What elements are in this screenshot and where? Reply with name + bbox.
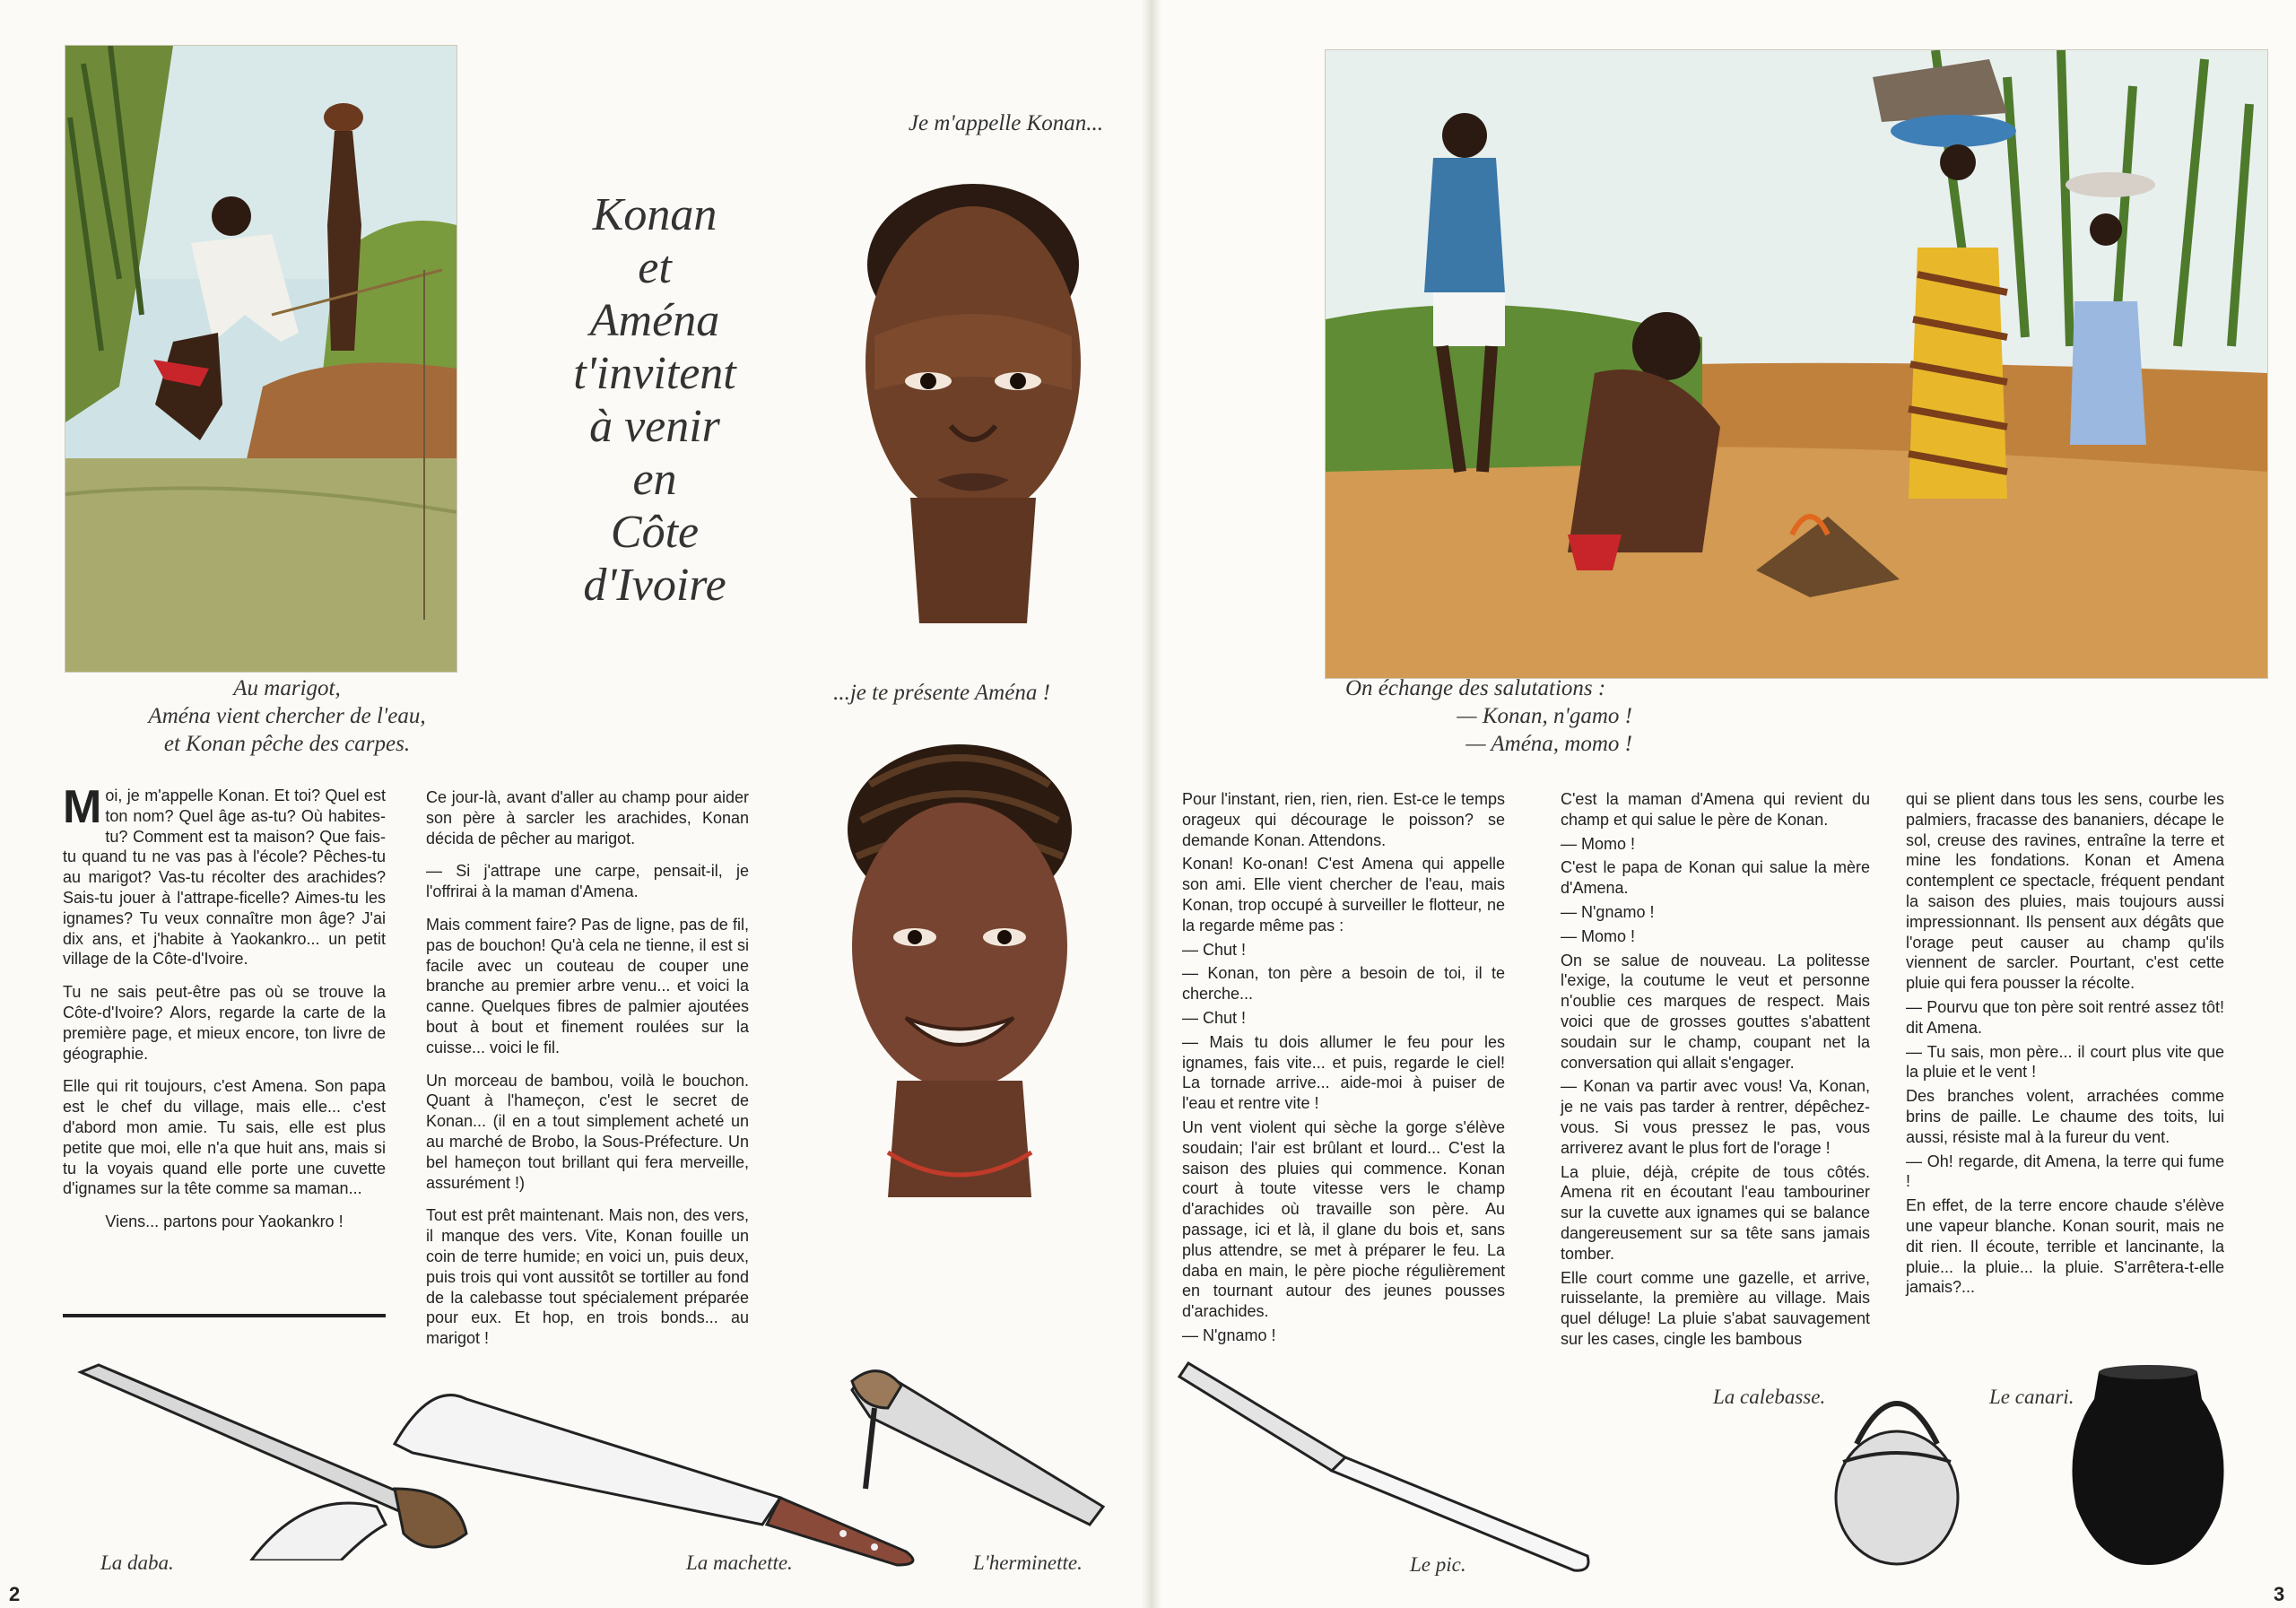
- paragraph: — Chut !: [1182, 1008, 1247, 1027]
- paragraph: Tu ne sais peut-être pas où se trouve la Côte-d'Ivoire? Alors, regarde la carte de la première page, et mieux encore, ton livre de géographie.: [63, 983, 386, 1063]
- title-line: Konan: [592, 189, 718, 240]
- paragraph: — Mais tu dois allumer le feu pour les ignames, fais vite... et puis, regarde le ciel! La tornade arrive... aide-moi à puiser de l'eau et rentre vite !: [1182, 1032, 1505, 1113]
- caption-marigot: [117, 674, 457, 758]
- label-daba: La daba.: [100, 1552, 174, 1574]
- illustration-marigot: [65, 45, 457, 673]
- caption-greeting: [1345, 674, 1632, 758]
- paragraph: C'est le papa de Konan qui salue la mère d'Amena.: [1561, 858, 1870, 898]
- paragraph: qui se plient dans tous les sens, courbe les palmiers, fracasse des bananiers, décape le sol, creuse des ravines, entraîne la terre et mine les fondations. Konan et Amena contemplent ce spectacle, fréquent pendant la saison des pluies, mais toujours aussi impressionnant. Ils pensent aux dégâts que l'orage peut causer au champ qu'ils viennent de sarcler. Pourtant, c'est cette pluie qui fera pousser la récolte.: [1906, 790, 2224, 993]
- label-canari: Le canari.: [1989, 1386, 2074, 1408]
- text-column-1: [63, 781, 386, 1245]
- label-herminette: L'herminette.: [973, 1552, 1083, 1574]
- paragraph: — Si j'attrape une carpe, pensait-il, je l'offrirai à la maman d'Amena.: [426, 862, 749, 901]
- caption-line: — Aména, momo !: [1465, 732, 1632, 756]
- label-calebasse: La calebasse.: [1713, 1386, 1826, 1408]
- paragraph: Ce jour-là, avant d'aller au champ pour aider son père à sarcler les arachides, Konan décida de pêcher au marigot.: [426, 788, 749, 847]
- paragraph: Un morceau de bambou, voilà le bouchon. Quant à l'hameçon, c'est le secret de Konan... (il en a tout simplement acheté un au marché de Brobo, la Sous-Préfecture. Un bel hameçon tout brillant qui fera merveille, assurément !): [426, 1071, 749, 1192]
- paragraph: — Momo !: [1561, 834, 1636, 853]
- caption-amena: ...je te présente Aména !: [833, 681, 1050, 705]
- paragraph: On se salue de nouveau. La politesse l'exige, la coutume le veut et personne n'oublie ces marques de respect. Mais voici que de grosses gouttes s'abattent soudain sur le champ, coupant net la conversation qui allait s'engager.: [1561, 951, 1870, 1072]
- title-line: d'Ivoire: [583, 560, 726, 611]
- portrait-amena: [816, 731, 1103, 1242]
- page-number-right: 3: [2274, 1583, 2285, 1605]
- paragraph: — Konan va partir avec vous! Va, Konan, je ne vais pas tarder à rentrer, dépêchez-vous. Si vous pressez le pas, vous arriverez avant le plus fort de l'orage !: [1561, 1077, 1870, 1157]
- herminette-drawing: [834, 1363, 1112, 1534]
- paragraph: Viens... partons pour Yaokankro !: [105, 1213, 344, 1231]
- caption-line: et Konan pêche des carpes.: [163, 732, 411, 756]
- book-gutter: [1142, 0, 1161, 1608]
- title-line: à venir: [589, 401, 720, 452]
- paragraph: — Oh! regarde, dit Amena, la terre qui fume !: [1906, 1152, 2224, 1191]
- paragraph: — N'gnamo !: [1561, 902, 1655, 921]
- title-line: Côte: [610, 507, 700, 558]
- caption-konan: Je m'appelle Konan...: [908, 111, 1103, 135]
- title-line: et: [638, 242, 672, 293]
- paragraph: Un vent violent qui sèche la gorge s'élève soudain; l'air est brûlant et lourd... C'est la saison des pluies qui commence. Konan court à toute vitesse vers le champ d'arachides où travaille son père. Au passage, ici et là, il glane du bois et, sans plus attendre, se met à préparer le feu. La daba en main, le père pioche régulièrement en tournant autour des jeunes pousses d'arachides.: [1182, 1117, 1505, 1321]
- section-rule: [63, 1314, 386, 1317]
- caption-line: Aména vient chercher de l'eau,: [148, 704, 426, 728]
- drop-cap: M: [63, 781, 102, 833]
- paragraph: — Tu sais, mon père... il court plus vite que la pluie et le vent !: [1906, 1042, 2224, 1082]
- paragraph: Elle qui rit toujours, c'est Amena. Son papa est le chef du village, mais elle... c'est d'abord mon amie. Tu sais, elle est plus petite que moi, elle n'a que huit ans, mais si tu la voyais quand elle porte une cuvette d'ignames sur la tête comme sa maman...: [63, 1077, 386, 1198]
- paragraph: — Konan, ton père a besoin de toi, il te cherche...: [1182, 964, 1505, 1004]
- paragraph: — Momo !: [1561, 926, 1636, 945]
- caption-line: On échange des salutations :: [1345, 676, 1606, 700]
- illustration-greeting: [1325, 49, 2268, 679]
- paragraph: Des branches volent, arrachées comme brins de paille. Le chaume des toits, lui aussi, résiste mal à la fureur du vent.: [1906, 1087, 2224, 1146]
- title-line: Aména: [589, 295, 720, 346]
- paragraph: Konan! Ko-onan! C'est Amena qui appelle son ami. Elle vient chercher de l'eau, mais Konan, trop occupé à surveiller le flotteur, ne la regarde même pas :: [1182, 855, 1505, 934]
- label-machette: La machette.: [686, 1552, 793, 1574]
- paragraph: — Chut !: [1182, 940, 1247, 959]
- text-column-5: [1906, 789, 2224, 1301]
- paragraph: La pluie, déjà, crépite de tous côtés. Amena rit en écoutant l'eau tambouriner sur la cuvette aux ignames qui se balance dangereusement sur sa tête sans jamais tomber.: [1561, 1162, 1870, 1263]
- title-line: en: [632, 454, 677, 505]
- text-column-2: [426, 787, 749, 1361]
- calebasse-drawing: [1830, 1363, 1964, 1569]
- paragraph: Mais comment faire? Pas de ligne, pas de fil, pas de bouchon! Qu'à cela ne tienne, il est si facile avec un couteau de couper une branche au premier arbre venu... et voici la canne. Quelques fibres de palmier ajoutées bout à bout et finement roulées sur la cuisse... voici le fil.: [426, 915, 749, 1056]
- label-pic: Le pic.: [1410, 1553, 1466, 1576]
- caption-line: Au marigot,: [233, 676, 341, 700]
- page-number-left: 2: [9, 1583, 21, 1605]
- paragraph: oi, je m'appelle Konan. Et toi? Quel est ton nom? Quel âge as-tu? Où habites-tu? Comment est ta maison? Que fais-tu quand tu ne vas pas à l'école? Pêches-tu au marigot? Vas-tu récolter des arachides? Sais-tu jouer à l'attrape-ficelle? Aimes-tu les ignames? Tu veux connaître mon âge? J'ai dix ans, et j'habite à Yaokankro... un petit village de la Côte-d'Ivoire.: [63, 787, 386, 969]
- paragraph: En effet, de la terre encore chaude s'élève une vapeur blanche. Konan sourit, mais ne dit rien. Il écoute, terrible et lancinante, la pluie... la pluie... la pluie. S'arrêtera-t-elle jamais?...: [1906, 1196, 2224, 1297]
- paragraph: Pour l'instant, rien, rien, rien. Est-ce le temps orageux qui décourage le poisson? se demande Konan. Attendons.: [1182, 790, 1505, 849]
- paragraph: Tout est prêt maintenant. Mais non, des vers, il manque des vers. Vite, Konan fouille un coin de terre humide; en voici un, puis deux, puis trois qui vont aussitôt se tortiller au fond de la calebasse tout spécialement préparée pour eux. Et hop, en trois bonds... au marigot !: [426, 1206, 749, 1348]
- paragraph: — Pourvu que ton père soit rentré assez tôt! dit Amena.: [1906, 997, 2224, 1037]
- portrait-konan: [839, 157, 1108, 664]
- paragraph: — N'gnamo !: [1182, 1326, 1276, 1344]
- paragraph: C'est la maman d'Amena qui revient du champ et qui salue le père de Konan.: [1561, 790, 1870, 829]
- paragraph: Elle court comme une gazelle, et arrive, ruisselante, la première au village. Mais quel déluge! La pluie s'abat sauvagement sur les cases, cingle les bambous: [1561, 1268, 1870, 1348]
- page-title: [502, 188, 807, 612]
- caption-line: — Konan, n'gamo !: [1457, 704, 1632, 728]
- pic-drawing: [1175, 1359, 1596, 1574]
- text-column-3: [1182, 789, 1505, 1350]
- text-column-4: [1561, 789, 1870, 1353]
- canari-drawing: [2063, 1363, 2233, 1569]
- title-line: t'invitent: [573, 348, 736, 399]
